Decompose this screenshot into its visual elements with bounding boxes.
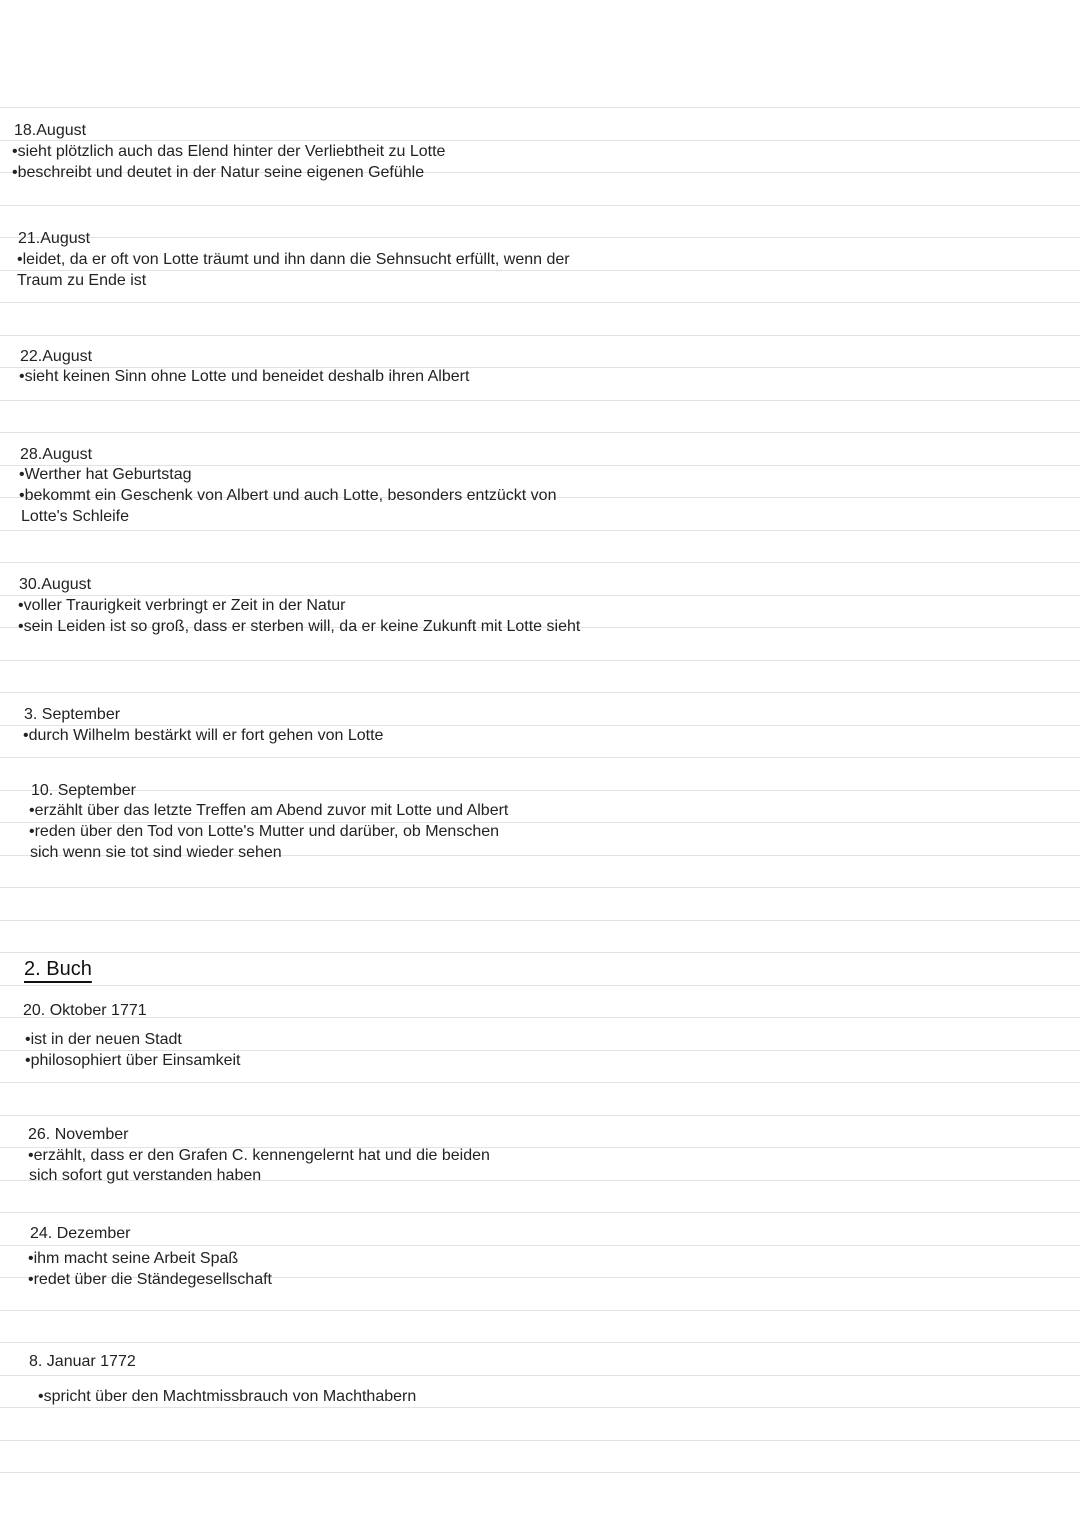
ruled-line xyxy=(0,952,1080,953)
entry-bullet: Lotte's Schleife xyxy=(21,508,130,525)
book2-heading: 2. Buch xyxy=(24,958,92,980)
entry-bullet: •sieht keinen Sinn ohne Lotte und beneidet deshalb ihren Albert xyxy=(19,368,470,385)
ruled-line xyxy=(0,1017,1080,1018)
entry-bullet: •reden über den Tod von Lotte's Mutter und darüber, ob Menschen xyxy=(29,823,500,840)
ruled-line xyxy=(0,1212,1080,1213)
ruled-line xyxy=(0,1342,1080,1343)
ruled-line xyxy=(0,1472,1080,1473)
ruled-line xyxy=(0,1375,1080,1376)
entry-bullet: •sein Leiden ist so groß, dass er sterben will, da er keine Zukunft mit Lotte sieht xyxy=(18,618,581,635)
entry-date: 10. September xyxy=(31,782,136,799)
entry-date: 8. Januar 1772 xyxy=(29,1353,136,1370)
entry-bullet: sich wenn sie tot sind wieder sehen xyxy=(30,844,282,861)
entry-bullet: •Werther hat Geburtstag xyxy=(19,466,192,483)
entry-bullet: •voller Traurigkeit verbringt er Zeit in der Natur xyxy=(18,597,346,614)
entry-date: 20. Oktober 1771 xyxy=(23,1002,147,1019)
entry-bullet: •redet über die Ständegesellschaft xyxy=(28,1271,272,1288)
entry-bullet: •leidet, da er oft von Lotte träumt und ihn dann die Sehnsucht erfüllt, wenn der xyxy=(17,251,570,268)
entry-bullet: •erzählt, dass er den Grafen C. kennengelernt hat und die beiden xyxy=(28,1147,490,1164)
ruled-line xyxy=(0,985,1080,986)
ruled-line xyxy=(0,302,1080,303)
ruled-line xyxy=(0,530,1080,531)
entry-date: 22.August xyxy=(20,348,93,365)
entry-date: 21.August xyxy=(18,230,91,247)
entry-date: 30.August xyxy=(19,576,92,593)
entry-date: 24. Dezember xyxy=(30,1225,131,1242)
ruled-line xyxy=(0,692,1080,693)
entry-date: 18.August xyxy=(14,122,87,139)
entry-bullet: •spricht über den Machtmissbrauch von Machthabern xyxy=(38,1388,417,1405)
ruled-line xyxy=(0,920,1080,921)
entry-bullet: •erzählt über das letzte Treffen am Abend zuvor mit Lotte und Albert xyxy=(29,802,509,819)
ruled-line xyxy=(0,1440,1080,1441)
ruled-line xyxy=(0,1310,1080,1311)
entry-date: 3. September xyxy=(24,706,121,723)
ruled-line xyxy=(0,887,1080,888)
entry-bullet: •ihm macht seine Arbeit Spaß xyxy=(28,1250,239,1267)
entry-bullet: •ist in der neuen Stadt xyxy=(25,1031,182,1048)
ruled-line xyxy=(0,205,1080,206)
entry-date: 26. November xyxy=(28,1126,129,1143)
entry-bullet: Traum zu Ende ist xyxy=(17,272,147,289)
entry-bullet: •philosophiert über Einsamkeit xyxy=(25,1052,241,1069)
ruled-line xyxy=(0,140,1080,141)
ruled-line xyxy=(0,562,1080,563)
entry-date: 28.August xyxy=(20,446,93,463)
ruled-line xyxy=(0,432,1080,433)
ruled-line xyxy=(0,757,1080,758)
entry-bullet: •beschreibt und deutet in der Natur seine eigenen Gefühle xyxy=(12,164,425,181)
entry-bullet: sich sofort gut verstanden haben xyxy=(29,1167,262,1184)
ruled-line xyxy=(0,660,1080,661)
ruled-line xyxy=(0,107,1080,108)
ruled-line xyxy=(0,1245,1080,1246)
ruled-line xyxy=(0,790,1080,791)
ruled-line xyxy=(0,237,1080,238)
entry-bullet: •sieht plötzlich auch das Elend hinter der Verliebtheit zu Lotte xyxy=(12,143,446,160)
entry-bullet: •bekommt ein Geschenk von Albert und auch Lotte, besonders entzückt von xyxy=(19,487,557,504)
ruled-line xyxy=(0,1082,1080,1083)
ruled-line xyxy=(0,335,1080,336)
entry-bullet: •durch Wilhelm bestärkt will er fort gehen von Lotte xyxy=(23,727,384,744)
ruled-line xyxy=(0,1115,1080,1116)
ruled-line xyxy=(0,400,1080,401)
